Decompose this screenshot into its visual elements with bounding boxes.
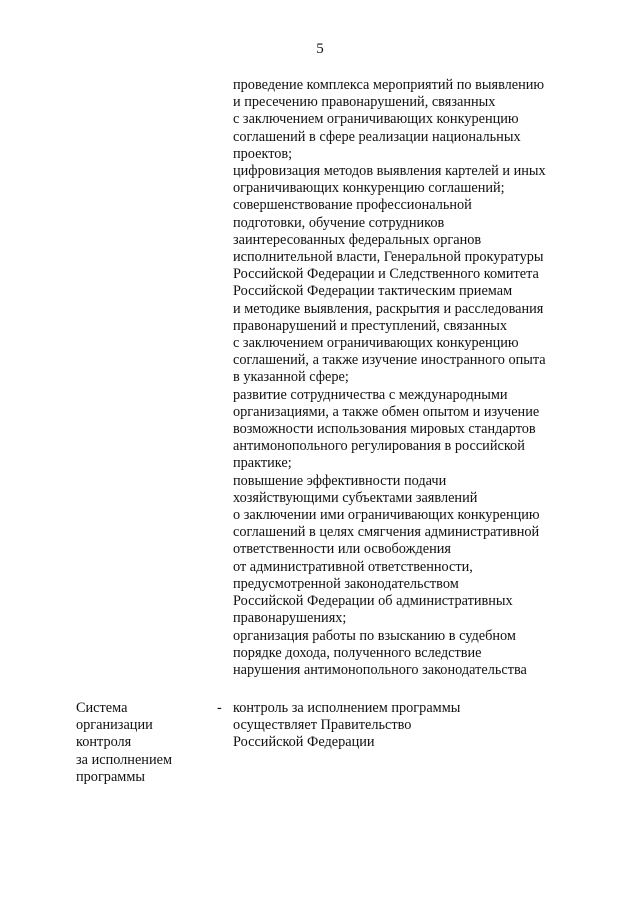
text-line: повышение эффективности подачи [233, 472, 447, 489]
text-line: Российской Федерации тактическим приемам [233, 283, 513, 300]
text-line: правонарушений и преступлений, связанных [233, 317, 507, 334]
text-line: соглашений в целях смягчения административной [233, 524, 540, 541]
text-line: развитие сотрудничества с международными [233, 386, 508, 403]
text-line: и пресечению правонарушений, связанных [233, 94, 496, 111]
value-line: Российской Федерации [233, 734, 375, 751]
text-line: заинтересованных федеральных органов [233, 231, 482, 248]
text-line: проектов; [233, 145, 293, 162]
text-line: совершенствование профессиональной [233, 197, 472, 214]
text-line: от административной ответственности, [233, 558, 473, 575]
text-line: правонарушениях; [233, 610, 347, 627]
text-line: в указанной сфере; [233, 369, 349, 386]
text-line: организация работы по взысканию в судебном [233, 627, 516, 644]
text-line: о заключении ими ограничивающих конкуренцию [233, 507, 540, 524]
text-line: хозяйствующими субъектами заявлений [233, 489, 478, 506]
text-line: Российской Федерации и Следственного комитета [233, 266, 539, 283]
text-line: ограничивающих конкуренцию соглашений; [233, 180, 505, 197]
text-line: возможности использования мировых стандартов [233, 421, 536, 438]
section-label [76, 700, 216, 786]
label-line: Система [76, 700, 128, 716]
label-line: программы [76, 768, 146, 785]
text-line: организациями, а также обмен опытом и изучение [233, 403, 540, 420]
label-line: организации [76, 717, 153, 734]
text-line: антимонопольного регулирования в российской [233, 438, 525, 455]
text-line: исполнительной власти, Генеральной прокуратуры [233, 249, 544, 266]
text-line: предусмотренной законодательством [233, 575, 459, 592]
text-line: соглашений, а также изучение иностранного опыта [233, 352, 546, 369]
text-line: нарушения антимонопольного законодательства [233, 661, 527, 678]
page-number: 5 [316, 41, 324, 57]
label-line: за исполнением [76, 751, 173, 768]
text-line: Российской Федерации об административных [233, 593, 513, 610]
section-value [233, 700, 573, 752]
text-line: практике; [233, 455, 292, 472]
value-line: контроль за исполнением программы [233, 700, 461, 716]
text-line: цифровизация методов выявления картелей и иных [233, 163, 546, 180]
text-line: соглашений в сфере реализации национальных [233, 128, 521, 145]
text-line: ответственности или освобождения [233, 541, 451, 558]
program-measures-text [233, 77, 573, 679]
text-line: с заключением ограничивающих конкуренцию [233, 335, 519, 352]
text-line: с заключением ограничивающих конкуренцию [233, 111, 519, 128]
text-line: порядке дохода, полученного вследствие [233, 644, 482, 661]
section-dash: - [217, 700, 222, 716]
value-line: осуществляет Правительство [233, 717, 412, 734]
text-line: проведение комплекса мероприятий по выявлению [233, 77, 545, 93]
label-line: контроля [76, 734, 132, 751]
text-line: подготовки, обучение сотрудников [233, 214, 445, 231]
text-line: и методике выявления, раскрытия и расследования [233, 300, 544, 317]
